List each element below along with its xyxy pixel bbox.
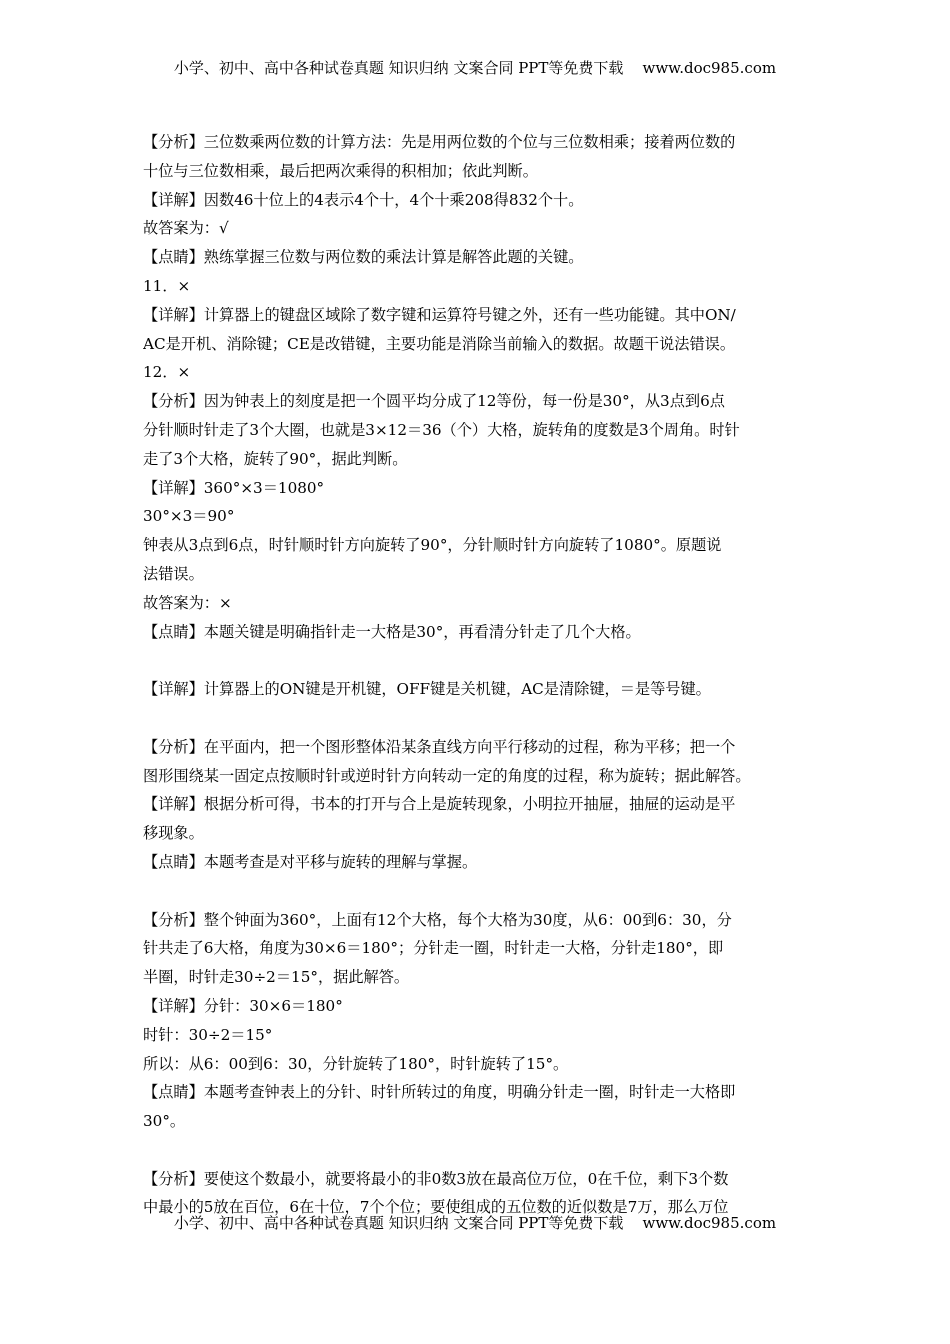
text-line: 【分析】在平面内，把一个图形整体沿某条直线方向平行移动的过程，称为平移；把一个 [143,737,736,756]
text-line: 【点睛】本题考查是对平移与旋转的理解与掌握。 [143,852,478,871]
text-line: 移现象。 [143,824,204,843]
text-line: 时针：30÷2＝15° [143,1025,273,1044]
text-line: 【详解】因数46十位上的4表示4个十，4个十乘208得832个十。 [143,190,584,209]
text-line: 针共走了6大格，角度为30×6＝180°；分针走一圈，时针走一大格，分针走180°，即 [143,939,724,958]
text-line: 故答案为：× [143,593,232,612]
text-line: 【详解】计算器上的键盘区域除了数字键和运算符号键之外，还有一些功能键。其中ON/ [143,305,736,324]
text-line: 钟表从3点到6点，时针顺时针方向旋转了90°，分针顺时针方向旋转了1080°。原题说 [143,536,722,555]
text-line: 30°×3＝90° [143,507,235,526]
text-line: 30°。 [143,1112,186,1131]
text-line: 【详解】计算器上的ON键是开机键，OFF键是关机键，AC是清除键，＝是等号键。 [143,680,711,699]
text-line: 【详解】根据分析可得，书本的打开与合上是旋转现象，小明拉开抽屉，抽屉的运动是平 [143,795,736,814]
page-header: 小学、初中、高中各种试卷真题 知识归纳 文案合同 PPT等免费下载 www.doc985.com [173,59,777,77]
text-line: 故答案为：√ [143,219,229,238]
answer-line-13 [143,646,808,675]
text-line: 所以：从6：00到6：30，分针旋转了180°，时针旋转了15°。 [143,1054,569,1073]
text-line: 【详解】360°×3＝1080° [143,478,325,497]
text-line: 中最小的5放在百位，6在十位，7个个位；要使组成的五位数的近似数是7万，那么万位 [143,1198,729,1217]
text-line: 【点睛】本题考查钟表上的分针、时针所转过的角度，明确分针走一圈，时针走一大格即 [143,1083,736,1102]
text-line: 法错误。 [143,564,204,583]
text-line: 分针顺时针走了3个大圈，也就是3×12＝36（个）大格，旋转角的度数是3个周角。时针 [143,420,740,439]
page-footer: 小学、初中、高中各种试卷真题 知识归纳 文案合同 PPT等免费下载 www.doc985.com [173,1214,777,1232]
text-line: AC是开机、消除键；CE是改错键，主要功能是消除当前输入的数据。故题干说法错误。 [143,334,736,353]
answer-line-15 [143,877,808,906]
text-line: 【分析】要使这个数最小，就要将最小的非0数3放在最高位万位，0在千位，剩下3个数 [143,1169,729,1188]
answer-line-16 [143,1136,808,1165]
text-line: 【分析】整个钟面为360°，上面有12个大格，每个大格为30度，从6：00到6：30，分 [143,910,732,929]
text-line: 图形围绕某一固定点按顺时针或逆时针方向转动一定的角度的过程，称为旋转；据此解答。 [143,766,751,785]
text-line: 12．× [143,363,191,382]
text-line: 【分析】因为钟表上的刻度是把一个圆平均分成了12等份，每一份是30°，从3点到6点 [143,392,725,411]
text-line: 【详解】分针：30×6＝180° [143,996,343,1015]
text-line: 【点睛】本题关键是明确指针走一大格是30°，再看清分针走了几个大格。 [143,622,641,641]
text-line: 半圈，时针走30÷2＝15°，据此解答。 [143,968,410,987]
text-line: 【点睛】熟练掌握三位数与两位数的乘法计算是解答此题的关键。 [143,248,584,267]
page-content [143,128,808,1222]
answer-line-14 [143,704,808,733]
text-line: 11．× [143,276,191,295]
text-line: 【分析】三位数乘两位数的计算方法：先是用两位数的个位与三位数相乘；接着两位数的 [143,133,736,151]
text-line: 十位与三位数相乘，最后把两次乘得的积相加；依此判断。 [143,161,538,180]
text-line: 走了3个大格，旋转了90°，据此判断。 [143,449,408,468]
